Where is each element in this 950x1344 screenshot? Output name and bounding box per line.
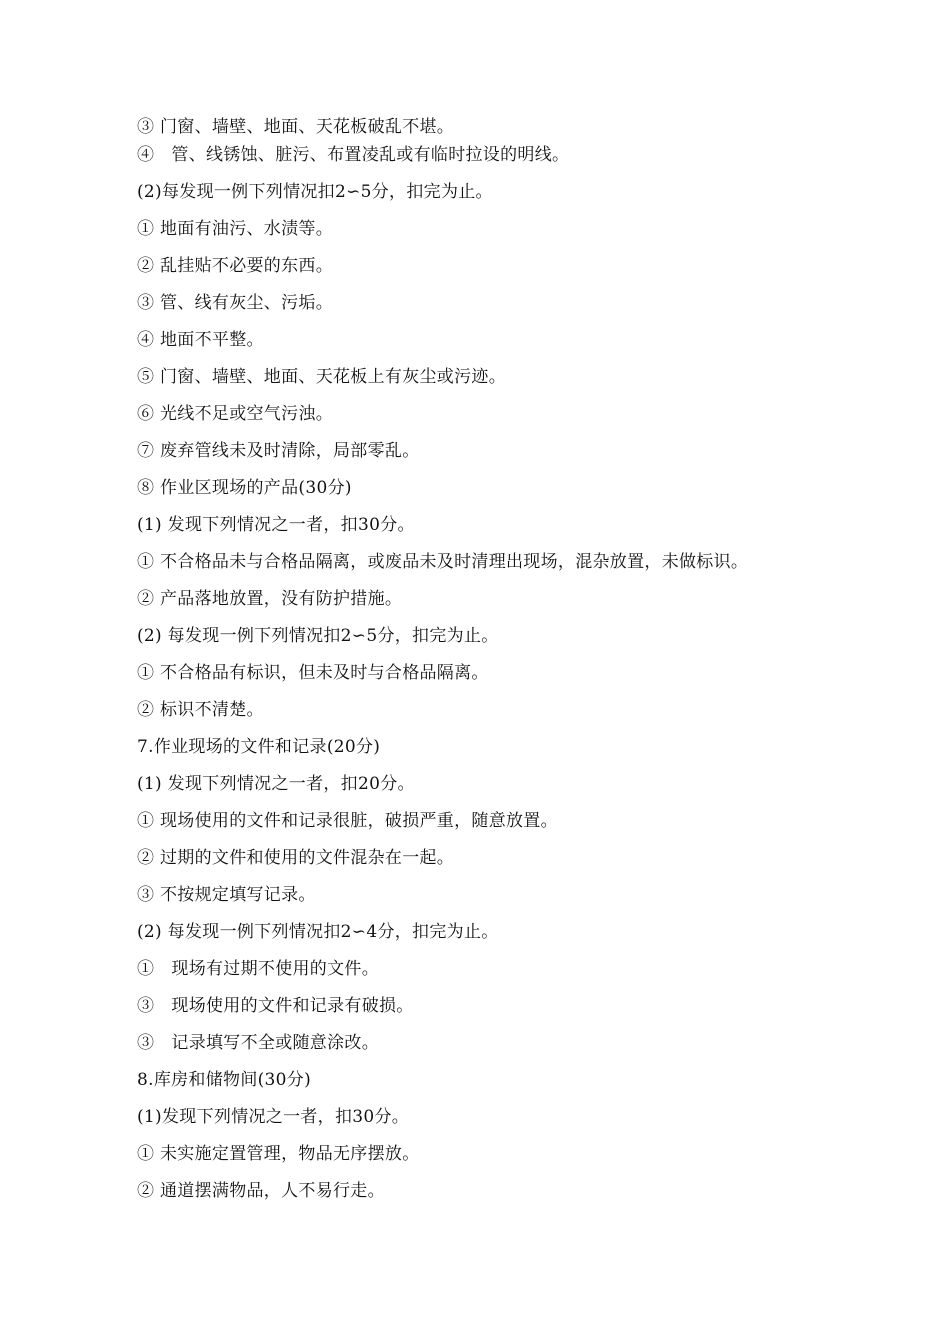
section-heading: 7.作业现场的文件和记录(20分) [137, 737, 381, 757]
section-heading: 8.库房和储物间(30分) [137, 1070, 312, 1090]
text-line: ② 产品落地放置，没有防护措施。 [137, 589, 403, 609]
text-line: ② 乱挂贴不必要的东西。 [137, 256, 334, 276]
text-line: ⑥ 光线不足或空气污浊。 [137, 404, 334, 424]
text-line: ④ 地面不平整。 [137, 330, 264, 350]
text-line: ② 通道摆满物品，人不易行走。 [137, 1181, 385, 1201]
text-line: ⑦ 废弃管线未及时清除，局部零乱。 [137, 441, 420, 461]
text-line: ⑤ 门窗、墙壁、地面、天花板上有灰尘或污迹。 [137, 367, 507, 387]
text-line: ③ 管、线有灰尘、污垢。 [137, 293, 334, 313]
text-line: ① 不合格品未与合格品隔离，或废品未及时清理出现场，混杂放置，未做标识。 [137, 552, 749, 572]
text-line: (1)发现下列情况之一者，扣30分。 [137, 1107, 410, 1127]
text-line: (2) 每发现一例下列情况扣2∽5分，扣完为止。 [137, 626, 499, 646]
text-line: (1) 发现下列情况之一者，扣30分。 [137, 515, 415, 535]
text-line: ② 过期的文件和使用的文件混杂在一起。 [137, 848, 455, 868]
text-line: ② 标识不清楚。 [137, 700, 264, 720]
text-line: (1) 发现下列情况之一者，扣20分。 [137, 774, 415, 794]
text-line: (2)每发现一例下列情况扣2∽5分，扣完为止。 [137, 182, 493, 202]
text-line: ① 地面有油污、水渍等。 [137, 219, 334, 239]
text-line: ④ 管、线锈蚀、脏污、布置凌乱或有临时拉设的明线。 [137, 145, 570, 165]
text-line: ① 现场有过期不使用的文件。 [137, 959, 380, 979]
text-line: ③ 记录填写不全或随意涂改。 [137, 1033, 380, 1053]
text-line: ③ 门窗、墙壁、地面、天花板破乱不堪。 [137, 117, 455, 137]
text-line: ⑧ 作业区现场的产品(30分) [137, 478, 352, 498]
text-line: ① 不合格品有标识，但未及时与合格品隔离。 [137, 663, 489, 683]
text-line: ① 现场使用的文件和记录很脏，破损严重，随意放置。 [137, 811, 558, 831]
text-line: ① 未实施定置管理，物品无序摆放。 [137, 1144, 420, 1164]
text-line: (2) 每发现一例下列情况扣2∽4分，扣完为止。 [137, 922, 499, 942]
text-line: ③ 现场使用的文件和记录有破损。 [137, 996, 414, 1016]
text-line: ③ 不按规定填写记录。 [137, 885, 316, 905]
